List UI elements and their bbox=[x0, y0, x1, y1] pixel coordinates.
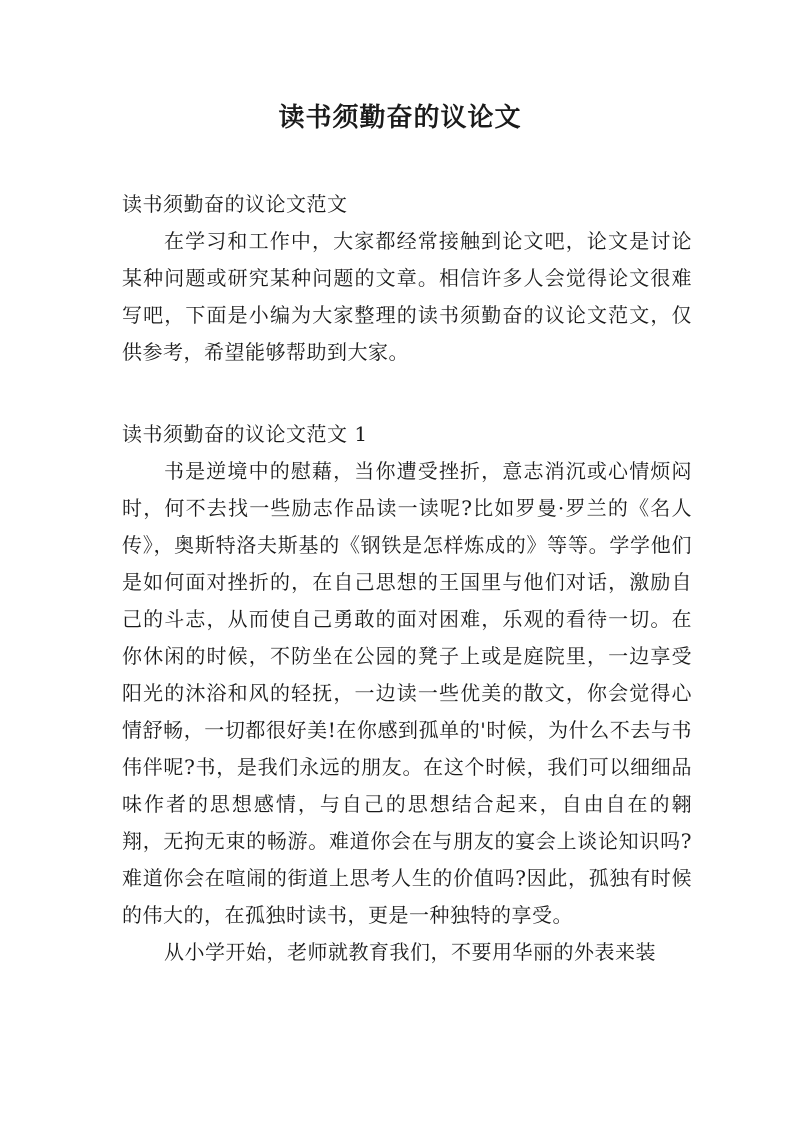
intro-paragraph: 在学习和工作中，大家都经常接触到论文吧，论文是讨论某种问题或研究某种问题的文章。相信许多人会觉得论文很难写吧，下面是小编为大家整理的读书须勤奋的议论文范文，仅供参考，希望能够帮助到大家。 bbox=[122, 229, 692, 364]
intro-heading: 读书须勤奋的议论文范文 bbox=[122, 192, 348, 216]
sample-essay-1-paragraph: 书是逆境中的慰藉，当你遭受挫折，意志消沉或心情烦闷时，何不去找一些励志作品读一读呢?比如罗曼·罗兰的《名人传》，奥斯特洛夫斯基的《钢铁是怎样炼成的》等等。学学他们是如何面对挫折的，在自己思想的王国里与他们对话，激励自己的斗志，从而使自己勇敢的面对困难，乐观的看待一切。在你休闲的时候，不防坐在公园的凳子上或是庭院里，一边享受阳光的沐浴和风的轻抚，一边读一些优美的散文，你会觉得心情舒畅，一切都很好美!在你感到孤单的'时候，为什么不去与书伟伴呢?书，是我们永远的朋友。在这个时候，我们可以细细品味作者的思想感情，与自己的思想结合起来，自由自在的翱翔，无拘无束的畅游。难道你会在与朋友的宴会上谈论知识吗?难道你会在喧闹的街道上思考人生的价值吗?因此，孤独有时候的伟大的，在孤独时读书，更是一种独特的享受。 bbox=[122, 459, 692, 927]
sample-essay-1-heading: 读书须勤奋的议论文范文 1 bbox=[122, 422, 368, 446]
sample-essay-1-paragraph: 从小学开始，老师就教育我们，不要用华丽的外表来装 bbox=[164, 940, 656, 964]
document-title: 读书须勤奋的议论文 bbox=[278, 103, 522, 133]
intro-section bbox=[122, 186, 692, 371]
sample-essay-1-section bbox=[122, 416, 692, 971]
